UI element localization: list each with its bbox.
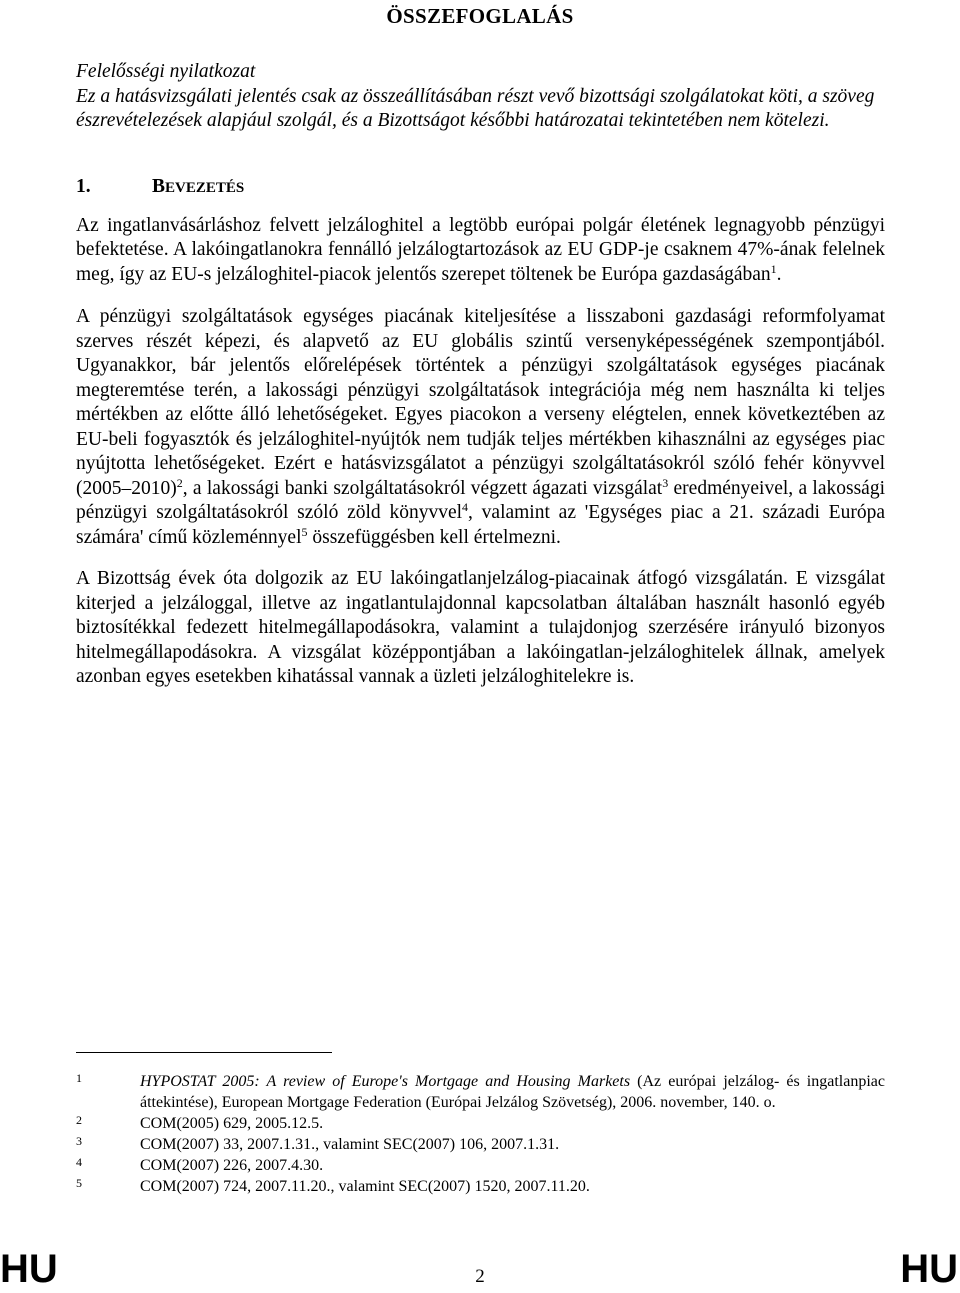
footnote-2 (76, 1113, 885, 1134)
paragraph-2 (76, 305, 885, 550)
footnote-4 (76, 1155, 885, 1176)
paragraph-1-end: . (776, 263, 782, 285)
paragraph-3: A Bizottság évek óta dolgozik az EU lakóingatlanjelzálog-piacainak átfogó vizsgálatán. E vizsgálat kiterjed a jelzáloggal, illetve az ingatlantulajdonnal kapcsolatban általában használt hasonló egyéb biztosítékkal fedezett hitelmegállapodásokra, valamint a tulajdonjog szerzésére irányuló bizonyos hitelmegállapodásokra. A vizsgálat középpontjában a lakóingatlan-jelzáloghitelek állnak, amelyek azonban egyes esetekben kihatással vannak a üzleti jelzáloghitelekre is. (76, 568, 885, 687)
disclaimer-heading: Felelősségi nyilatkozat (76, 61, 256, 82)
disclaimer (76, 60, 885, 134)
footnote-ref-3[interactable]: 3 (662, 475, 669, 490)
footnote-number: 4 (76, 1155, 82, 1169)
footnote-number: 1 (76, 1071, 82, 1085)
footnote-text: COM(2007) 724, 2007.11.20., valamint SEC(2007) 1520, 2007.11.20. (140, 1178, 590, 1195)
footnote-separator (76, 1052, 332, 1053)
section-title-initial: B (152, 175, 166, 197)
document-body (76, 60, 885, 690)
footnote-detail: (Az európai jelzálog- és ingatlanpiac áttekintése), European Mortgage Federation (Európai Jelzálog Szövetség), 2006. november, 140. o. (140, 1073, 885, 1111)
footnote-text: COM(2005) 629, 2005.12.5. (140, 1115, 324, 1132)
footnote-3 (76, 1134, 885, 1155)
paragraph-2-text-d: , valamint az 'Egységes piac a 21. századi Európa számára' című közleménnyel (76, 502, 885, 548)
footnote-ref-1[interactable]: 1 (770, 261, 777, 276)
disclaimer-text: Ez a hatásvizsgálati jelentés csak az összeállításában részt vevő bizottsági szolgálatokat köti, a szöveg észrevételezések alapjául szolgál, és a Bizottságot későbbi határozatai tekintetében nem kötelezi. (76, 85, 875, 131)
section-number: 1. (76, 175, 91, 197)
language-code-right: HU (900, 1247, 958, 1291)
footnote-number: 3 (76, 1134, 82, 1148)
footnote-number: 2 (76, 1113, 82, 1127)
footnote-text (140, 1071, 885, 1113)
footnote-1 (76, 1071, 885, 1113)
footnotes (76, 1071, 885, 1197)
footnote-5 (76, 1176, 885, 1197)
paragraph-2-text-a: A pénzügyi szolgáltatások egységes piacának kiteljesítése a lisszaboni gazdasági reformfolyamat szerves részét képezi, és alapvető az EU globális szintű versenyképességének szempontjából. Ugyanakkor, bár jelentős előrelépések történtek a pénzügyi szolgáltatások egységes piacának megteremtése terén, a lakossági pénzügyi szolgáltatások integrációja még nem használta ki teljes mértékben az előtte álló lehetőségeket. Egyes piacokon a verseny elégtelen, ennek következtében az EU-beli fogyasztók és jelzáloghitel-nyújtók nem tudják teljes mértékben kihasználni az egységes piac nyújtotta lehetőségeket. Ezért e hatásvizsgálatot a pénzügyi szolgáltatásokról szóló fehér könyvvel (2005–2010) (76, 306, 885, 499)
page-number: 2 (475, 1266, 485, 1287)
footnote-text: COM(2007) 226, 2007.4.30. (140, 1157, 324, 1174)
section-heading (76, 175, 885, 200)
paragraph-2-text-c: eredményeivel, a lakossági pénzügyi szolgáltatásokról szóló zöld könyvvel (76, 477, 885, 523)
footnote-title: HYPOSTAT 2005: A review of Europe's Mortgage and Housing Markets (140, 1073, 631, 1090)
footnote-ref-4[interactable]: 4 (462, 500, 469, 514)
footnote-ref-5[interactable]: 5 (301, 524, 308, 539)
footnote-text: COM(2007) 33, 2007.1.31., valamint SEC(2007) 106, 2007.1.31. (140, 1136, 560, 1153)
paragraph-2-text-b: , a lakossági banki szolgáltatásokról végzett ágazati vizsgálat (182, 477, 663, 499)
footnote-number: 5 (76, 1176, 82, 1190)
footnote-ref-2[interactable]: 2 (176, 475, 183, 490)
paragraph-1-text: Az ingatlanvásárláshoz felvett jelzáloghitel a legtöbb európai polgár életének legnagyobb pénzügyi befektetése. A lakóingatlanokra fennálló jelzálogtartozások az EU GDP-je csaknem 47%-ának felelnek meg, így az EU-s jelzáloghitel-piacok jelentős szerepet töltenek be Európa gazdaságában (76, 214, 885, 285)
language-code-left: HU (0, 1247, 58, 1291)
section-title-rest: EVEZETÉS (165, 179, 245, 196)
paragraph-1 (76, 214, 885, 288)
page-title: ÖSSZEFOGLALÁS (386, 4, 574, 28)
paragraph-2-text-e: összefüggésben kell értelmezni. (307, 526, 561, 548)
